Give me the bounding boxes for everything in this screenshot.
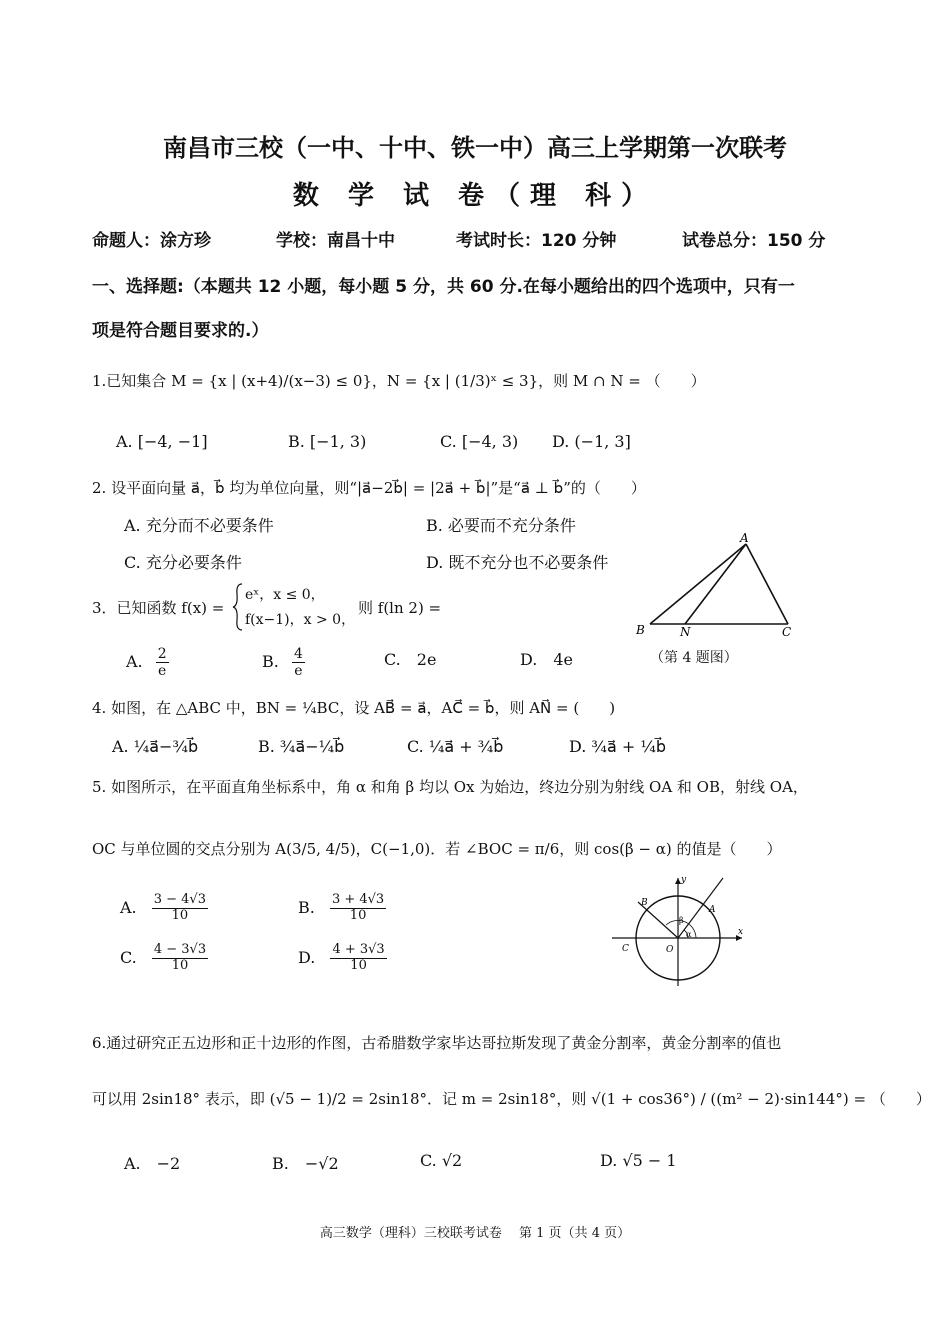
exam-subtitle: 数 学 试 卷（理 科） (292, 181, 658, 211)
q1-option-c: C. [−4, 3) (440, 432, 519, 451)
point-a-label: A (709, 905, 716, 915)
question-3-tail: 则 f(ln 2) = (358, 599, 442, 617)
alpha-label: α (686, 930, 692, 939)
q2-option-c: C. 充分必要条件 (124, 553, 242, 572)
q2-option-a: A. 充分而不必要条件 (124, 516, 274, 535)
section-heading-line1: 一、选择题:（本题共 12 小题，每小题 5 分，共 60 分.在每小题给出的四个选项中，只有一 (92, 277, 795, 297)
q5-c-numerator: 4 − 3√3 (153, 942, 207, 957)
q3-option-a (126, 646, 169, 679)
q5-a-denominator: 10 (171, 907, 189, 923)
school-label: 学校：南昌十中 (276, 231, 395, 251)
q2-option-d: D. 既不充分也不必要条件 (426, 553, 609, 572)
q3-b-numerator: 4 (293, 646, 303, 662)
side-ab (650, 544, 746, 624)
q3-case-2: f(x−1)，x > 0， (245, 612, 356, 628)
q3-option-a-label: A. (126, 652, 143, 672)
q3-option-b-label: B. (262, 652, 279, 672)
vertex-a-label: A (740, 531, 749, 545)
q3-option-a-fraction (156, 646, 169, 679)
q5-option-a-fraction (152, 893, 208, 924)
exam-title: 南昌市三校（一中、十中、铁一中）高三上学期第一次联考 (163, 134, 787, 162)
question-5-line1: 5. 如图所示，在平面直角坐标系中，角 α 和角 β 均以 Ox 为始边，终边分别为射线 OA 和 OB，射线 OA， (92, 778, 808, 796)
q5-b-denominator: 10 (349, 907, 367, 923)
point-c-label: C (622, 944, 629, 954)
q5-option-c (120, 943, 208, 974)
q3-option-d: D. 4e (520, 650, 573, 669)
piecewise-brace-icon (232, 582, 244, 632)
q3-option-b-fraction (292, 646, 305, 679)
question-2-stem: 2. 设平面向量 a⃗，b⃗ 均为单位向量，则“|a⃗−2b⃗| = |2a⃗ + b⃗|”是“a⃗ ⊥ b⃗”的（ ） (92, 479, 646, 497)
question-3-lead: 3．已知函数 f(x) = (92, 599, 225, 617)
q6-option-d: D. √5 − 1 (600, 1151, 677, 1170)
q1-option-b: B. [−1, 3) (288, 432, 367, 451)
ray-oa (678, 878, 723, 938)
q3-option-c: C. 2e (384, 650, 437, 669)
vertex-c-label: C (782, 625, 792, 639)
point-b-label: B (641, 898, 648, 908)
question-4-stem: 4. 如图，在 △ABC 中，BN = ¼BC，设 AB⃗ = a⃗，AC⃗ = b⃗，则 AN⃗ = ( ) (92, 699, 616, 717)
q6-option-a: A. −2 (124, 1154, 181, 1173)
q4-option-c: C. ¼a⃗ + ¾b⃗ (407, 737, 504, 756)
vertex-b-label: B (636, 623, 645, 637)
q5-option-b-fraction (330, 893, 386, 924)
q2-option-b: B. 必要而不充分条件 (426, 516, 576, 535)
q5-option-a-label: A. (120, 897, 137, 917)
section-heading-line2: 项是符合题目要求的.） (92, 321, 269, 341)
y-axis-label: y (681, 875, 687, 885)
unit-circle-figure (608, 872, 748, 988)
question-6-line1: 6.通过研究正五边形和正十边形的作图，古希腊数学家毕达哥拉斯发现了黄金分割率，黄金分割率的值也 (92, 1034, 782, 1052)
figure-4-caption: （第 4 题图） (650, 650, 738, 666)
x-axis-label: x (738, 927, 744, 937)
q4-option-d: D. ¾a⃗ + ¼b⃗ (569, 737, 666, 756)
q3-b-denominator: e (294, 663, 303, 680)
side-ac (746, 544, 788, 624)
question-1-stem: 1.已知集合 M = {x | (x+4)/(x−3) ≤ 0}，N = {x | (1/3)ˣ ≤ 3}，则 M ∩ N = （ ） (92, 372, 706, 390)
q4-option-a: A. ¼a⃗−¾b⃗ (112, 737, 199, 756)
q5-d-numerator: 4 + 3√3 (332, 942, 385, 957)
q3-option-b (262, 646, 305, 679)
q5-a-numerator: 3 − 4√3 (153, 892, 206, 907)
question-6-line2: 可以用 2sin18° 表示，即 (√5 − 1)/2 = 2sin18°．记 m = 2sin18°，则 √(1 + cos36°) / ((m² − 2)·sin144°) = （ ） (92, 1090, 931, 1108)
origin-label: O (666, 945, 674, 955)
q6-option-c: C. √2 (420, 1151, 463, 1170)
q3-a-denominator: e (158, 663, 167, 680)
q5-option-c-fraction (152, 943, 208, 974)
total-score-label: 试卷总分：150 分 (682, 231, 826, 251)
q1-option-d: D. (−1, 3] (552, 432, 631, 451)
author-label: 命题人：涂方珍 (92, 231, 211, 251)
q6-option-b: B. −√2 (272, 1154, 339, 1173)
q5-d-denominator: 10 (350, 957, 367, 973)
q3-case-1: eˣ，x ≤ 0， (245, 587, 325, 603)
page-footer: 高三数学（理科）三校联考试卷 第 1 页（共 4 页） (319, 1226, 631, 1241)
q5-option-b-label: B. (298, 897, 315, 917)
triangle-figure (630, 528, 800, 640)
q1-option-a: A. [−4, −1] (116, 432, 208, 451)
question-5-line2: OC 与单位圆的交点分别为 A(3/5, 4/5)，C(−1,0)．若 ∠BOC = π/6，则 cos(β − α) 的值是（ ） (92, 840, 782, 858)
point-n-label: N (680, 625, 691, 639)
q5-option-b (298, 893, 386, 924)
duration-label: 考试时长：120 分钟 (456, 231, 617, 251)
q5-option-d-fraction (330, 943, 386, 974)
q5-c-denominator: 10 (171, 957, 189, 973)
q4-option-b: B. ¾a⃗−¼b⃗ (258, 737, 345, 756)
q5-option-d (298, 943, 387, 974)
q3-a-numerator: 2 (157, 646, 167, 662)
q5-option-d-label: D. (298, 947, 316, 967)
beta-label: β (679, 916, 684, 925)
q5-option-a (120, 893, 208, 924)
q5-b-numerator: 3 + 4√3 (331, 892, 385, 907)
segment-an (685, 544, 746, 624)
q5-option-c-label: C. (120, 947, 137, 967)
